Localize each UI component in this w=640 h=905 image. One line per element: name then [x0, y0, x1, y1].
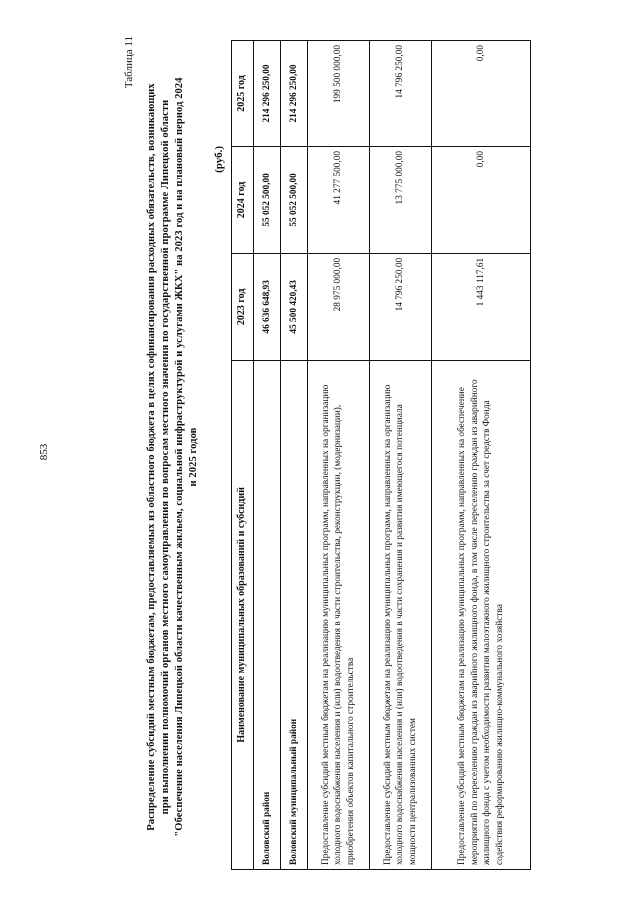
cell-2025: 214 296 250,00: [254, 41, 281, 147]
currency-unit: (руб.): [213, 146, 225, 173]
rotated-page-content: [123, 36, 615, 878]
cell-2023: 14 796 250,00: [370, 253, 432, 360]
cell-2025: 14 796 250,00: [370, 41, 432, 147]
table-row: [281, 41, 308, 870]
cell-2023: 45 500 420,43: [281, 253, 308, 360]
header-name: Наименование муниципальных образований и субсидий: [232, 360, 254, 869]
table-number: Таблица 11: [123, 36, 135, 89]
table-row: [370, 41, 432, 870]
cell-2024: 13 775 000,00: [370, 146, 432, 253]
table-header-row: [232, 41, 254, 870]
header-2024: 2024 год: [232, 146, 254, 253]
table-row: [432, 41, 531, 870]
page-number: 853: [38, 443, 50, 461]
row-name: Предоставление субсидий местным бюджетам на реализацию муниципальных программ, направленных на обеспечение мероприятий по переселению граждан из аварийного жилищного фонда, в том числе переселению граждан из аварийного жилищного фонда с учетом необходимости развития малоэтажного жилищного строительства за счет средств Фонда содействия реформированию жилищно-коммунального хозяйства: [432, 360, 531, 869]
header-2023: 2023 год: [232, 253, 254, 360]
document-heading: Распределение субсидий местным бюджетам, предоставляемых из областного бюджета в целях софинансирования расходных обязательств, возникающих при выполнении полномочий органов местного самоуправления по вопросам местного значения по государственной программе Липецкой области "Обеспечение населения Липецкой области качественным жильем, социальной инфраструктурой и услугами ЖКХ" на 2023 год и на плановый период 2024 и 2025 годов: [146, 77, 199, 837]
cell-2025: 214 296 250,00: [281, 41, 308, 147]
row-name: Воловский муниципальный район: [281, 360, 308, 869]
cell-2025: 199 500 000,00: [308, 41, 370, 147]
row-name: Воловский район: [254, 360, 281, 869]
cell-2023: 28 975 000,00: [308, 253, 370, 360]
header-2025: 2025 год: [232, 41, 254, 147]
cell-2024: 0,00: [432, 146, 531, 253]
cell-2023: 1 443 117,61: [432, 253, 531, 360]
table-row: [308, 41, 370, 870]
cell-2025: 0,00: [432, 41, 531, 147]
cell-2024: 55 052 500,00: [281, 146, 308, 253]
cell-2024: 55 052 500,00: [254, 146, 281, 253]
table-row: [254, 41, 281, 870]
row-name: Предоставление субсидий местным бюджетам на реализацию муниципальных программ, направленных на организацию холодного водоснабжения населения и (или) водоотведения в части сохранения и развития имеющегося потенциала мощности централизованных систем: [370, 360, 432, 869]
cell-2023: 46 636 648,93: [254, 253, 281, 360]
row-name: Предоставление субсидий местным бюджетам на реализацию муниципальных программ, направленных на организацию холодного водоснабжения населения и (или) водоотведения в части строительства, реконструкции, (модернизации), приобретения объектов капитального строительства: [308, 360, 370, 869]
cell-2024: 41 277 500,00: [308, 146, 370, 253]
subsidy-table: [231, 40, 531, 870]
